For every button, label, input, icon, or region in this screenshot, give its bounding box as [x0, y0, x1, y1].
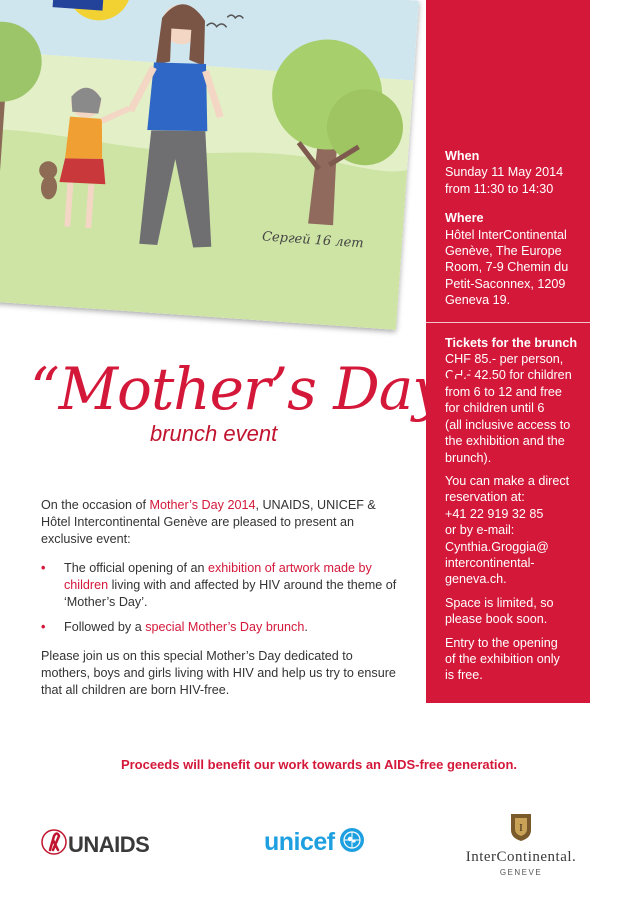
unaids-wordmark: UNAIDS — [68, 831, 150, 857]
intercontinental-city: GENEVE — [499, 868, 543, 877]
tickets-line: for children until 6 — [445, 401, 545, 416]
intro-text-end: , UNAIDS, UNICEF & Hôtel Intercontinental Genève are pleased to present an exclusive event: — [41, 498, 376, 546]
reservation-section — [445, 473, 584, 588]
reservation-email[interactable]: geneva.ch. — [445, 572, 507, 587]
when-time: from 11:30 to 14:30 — [445, 181, 554, 196]
unaids-logo — [40, 828, 149, 861]
intercontinental-crest-icon — [509, 822, 533, 846]
tickets-line: CHF 85.- per person, — [445, 352, 564, 367]
entry-line: Entry to the opening — [445, 635, 558, 650]
entry-note — [445, 635, 584, 684]
tickets-line: from 6 to 12 and free — [445, 384, 562, 399]
event-title — [30, 355, 473, 475]
unicef-wordmark: unicef — [264, 828, 335, 856]
intro-highlight: Mother’s Day 2014 — [149, 498, 256, 512]
childrens-drawing — [0, 0, 419, 330]
unicef-globe-icon — [338, 826, 366, 859]
proceeds-statement: Proceeds will benefit our work towards an AIDS-free generation. — [120, 757, 518, 772]
tickets-line: (all inclusive access to — [445, 417, 571, 432]
title-mothers-day: “Mother’s Day” — [30, 355, 473, 423]
event-highlights-list — [41, 560, 403, 636]
reservation-line: You can make a direct — [445, 473, 570, 488]
when-heading: When — [445, 149, 480, 163]
tickets-heading: Tickets for the brunch — [445, 335, 578, 350]
where-line: Room, 7-9 Chemin du — [445, 260, 569, 275]
space-line: Space is limited, so — [445, 595, 554, 610]
intercontinental-logo — [446, 812, 596, 877]
drawing-signature: Сергей 16 лет — [261, 229, 365, 252]
list-item — [41, 560, 403, 611]
intro-paragraph — [41, 497, 403, 548]
list-item — [41, 619, 403, 636]
space-limited-note — [445, 595, 584, 628]
unaids-ribbon-icon — [40, 828, 68, 861]
where-line: Genève, The Europe — [445, 244, 562, 259]
sidebar-divider — [426, 322, 590, 323]
bullet-text: The official opening of an — [64, 561, 208, 575]
unicef-logo — [264, 826, 366, 859]
reservation-email[interactable]: intercontinental- — [445, 555, 535, 570]
entry-line: is free. — [445, 668, 483, 683]
where-heading: Where — [445, 211, 484, 226]
reservation-email[interactable]: Cynthia.Groggia@ — [445, 539, 549, 554]
bullet-text-end: . — [304, 620, 308, 634]
reservation-phone[interactable]: +41 22 919 32 85 — [445, 506, 544, 521]
entry-line: of the exhibition only — [445, 651, 560, 666]
drawing-illustration — [0, 0, 419, 330]
reservation-line: reservation at: — [445, 490, 525, 505]
tickets-line: the exhibition and the — [445, 434, 565, 449]
event-description — [41, 497, 403, 699]
where-line: Petit-Saconnex, 1209 — [445, 276, 566, 291]
title-brunch-event: brunch event — [150, 421, 278, 446]
where-section — [445, 210, 584, 308]
bullet-text: Followed by a — [64, 620, 146, 634]
closing-paragraph: Please join us on this special Mother’s Day dedicated to mothers, boys and girls living with HIV and help us try to ensure that all children are born HIV-free. — [41, 649, 396, 697]
when-section — [445, 148, 584, 197]
reservation-line: or by e-mail: — [445, 523, 515, 538]
bullet-text-end: living with and affected by HIV around the theme of ‘Mother’s Day’. — [64, 578, 397, 609]
when-date: Sunday 11 May 2014 — [445, 165, 564, 180]
svg-text:I: I — [519, 822, 523, 834]
event-details-sidebar — [426, 0, 590, 703]
intro-text: On the occasion of — [41, 498, 150, 512]
bullet-highlight: exhibition of artwork made by children — [64, 561, 372, 592]
tickets-line: brunch). — [445, 450, 492, 465]
bullet-highlight: special Mother’s Day brunch — [145, 620, 305, 634]
where-line: Hôtel InterContinental — [445, 227, 567, 242]
bullet-icon: • — [41, 561, 46, 575]
tickets-line: CHF 42.50 for children — [445, 368, 572, 383]
space-line: please book soon. — [445, 612, 548, 627]
intercontinental-wordmark: InterContinental. — [465, 849, 577, 865]
bullet-icon: • — [41, 620, 46, 634]
where-line: Geneva 19. — [445, 293, 511, 308]
